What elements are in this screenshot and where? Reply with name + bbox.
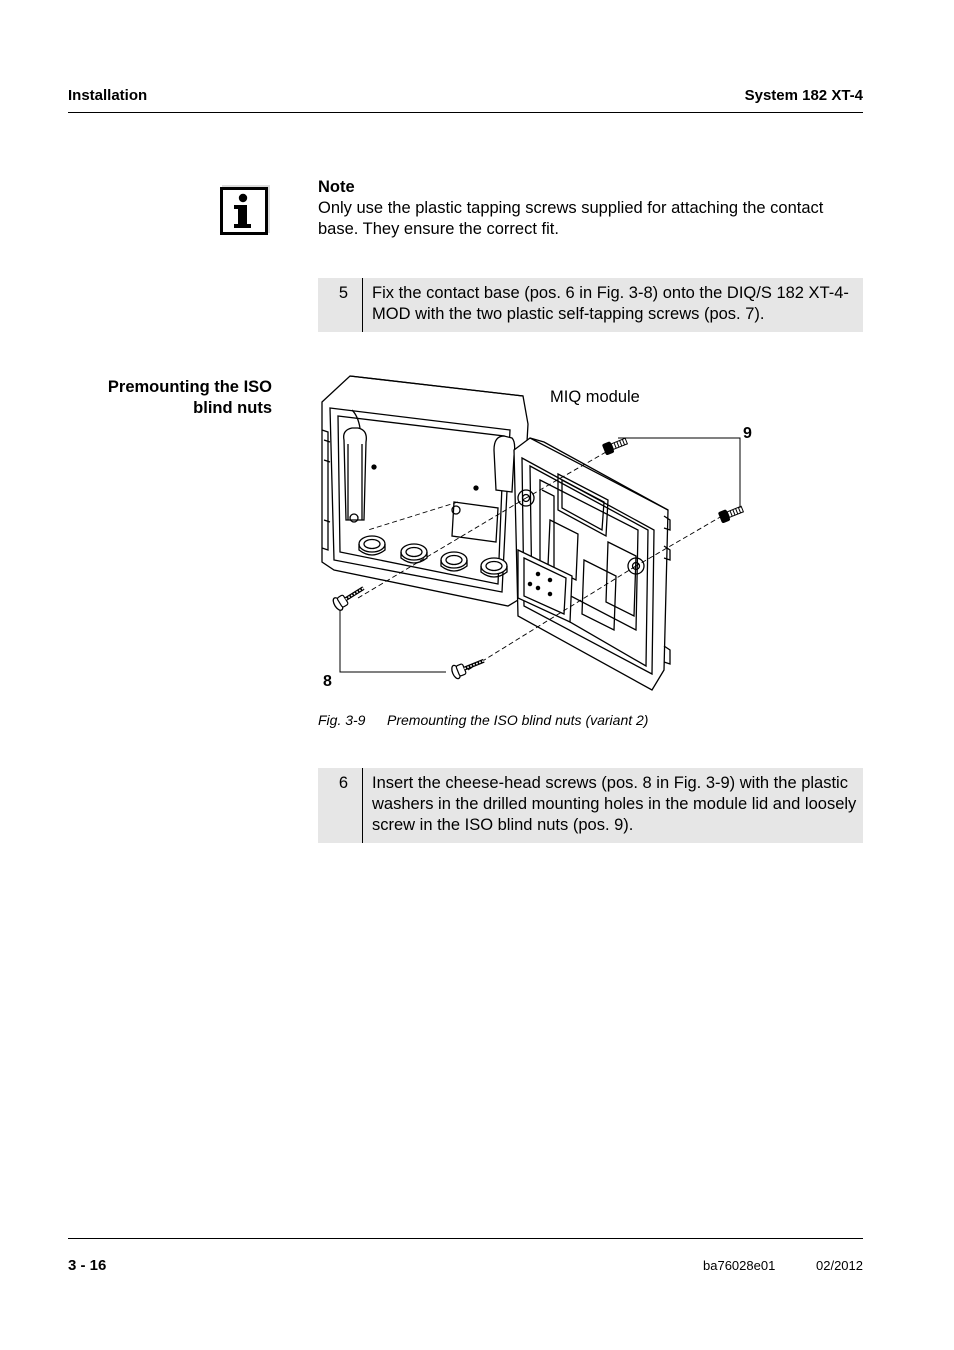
document-date: 02/2012 (816, 1258, 863, 1273)
document-id: ba76028e01 (703, 1258, 776, 1273)
figure-callout-8: 8 (323, 673, 332, 690)
step-number: 6 (318, 768, 363, 843)
step-text: Insert the cheese-head screws (pos. 8 in Fig. 3-9) with the plastic washers in the drilled mounting holes in the module lid and loosely screw in the ISO blind nuts (pos. 9). (372, 774, 857, 834)
step-row (318, 278, 863, 332)
section-heading-line2: blind nuts (193, 399, 272, 417)
figure-caption-text: Premounting the ISO blind nuts (variant 2) (387, 712, 649, 728)
header-rule (68, 112, 863, 113)
note-text: Only use the plastic tapping screws supplied for attaching the contact base. They ensure the correct fit. (318, 199, 824, 238)
figure-caption-number: Fig. 3-9 (318, 712, 366, 728)
figure-drawing (318, 370, 768, 700)
step-number: 5 (318, 278, 363, 332)
page-number: 3 - 16 (68, 1257, 107, 1274)
figure-module-label: MIQ module (550, 388, 640, 406)
section-heading (68, 377, 272, 419)
step-row (318, 768, 863, 843)
note-title: Note (318, 178, 355, 196)
header-product-title: System 182 XT-4 (744, 87, 863, 104)
figure-callout-9: 9 (743, 425, 752, 442)
step-text: Fix the contact base (pos. 6 in Fig. 3-8) onto the DIQ/S 182 XT-4-MOD with the two plastic self-tapping screws (pos. 7). (372, 284, 849, 323)
footer-rule (68, 1238, 863, 1239)
section-heading-line1: Premounting the ISO (107, 378, 272, 396)
header-section-title: Installation (68, 87, 148, 104)
info-icon (220, 183, 272, 235)
